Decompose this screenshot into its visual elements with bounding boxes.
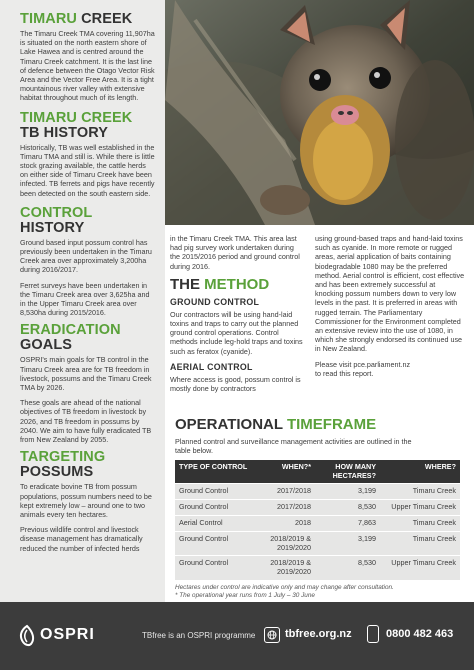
section-heading-the-method: THE METHOD [170, 275, 270, 293]
control-history-body-1: Ground based input possum control has previously been undertaken in the Timaru Creek area over approximately 3,200ha during 2016/2017. [20, 237, 152, 275]
cell-hectares: 7,863 [315, 516, 380, 532]
aerial-control-heading: AERIAL CONTROL [170, 361, 253, 372]
cell-where: Upper Timaru Creek [380, 500, 460, 516]
table-note-2: * The operational year runs from 1 July – 30 June [175, 592, 315, 600]
ground-control-heading: GROUND CONTROL [170, 296, 260, 307]
tb-history-body: Historically, TB was well established in the Timaru TMA and still is. While there is little stock grazing available, the cattle herds on either side of Timaru Creek have been infected. TB ferrets and pigs have recently been detected on the south eastern side. [20, 142, 155, 198]
cell-type: Ground Control [175, 531, 257, 556]
cell-type: Ground Control [175, 556, 257, 580]
possum-photo [165, 0, 474, 225]
cell-type: Aerial Control [175, 516, 257, 532]
cell-type: Ground Control [175, 484, 257, 500]
timeframe-table [175, 460, 460, 580]
operational-timeframe [175, 417, 460, 601]
footer-phone-number[interactable]: 0800 482 463 [386, 628, 454, 640]
table-row [175, 500, 460, 516]
cell-when: 2018/2019 & 2019/2020 [257, 556, 315, 580]
control-history-body-2: Ferret surveys have been undertaken in the Timaru Creek area over 3,625ha and in the Upper Timaru Creek area over 8,530ha during 2015/2016. [20, 280, 150, 318]
col-header-hectares: HOW MANY HECTARES? [315, 460, 380, 484]
eradication-goals-body-1: OSPRI's main goals for TB control in the Timaru Creek area are for TB freedom in livestock, possums and the Timaru Creek TMA by 2026. [20, 355, 152, 393]
col-header-where: WHERE? [380, 460, 460, 484]
cell-when: 2018/2019 & 2019/2020 [257, 531, 315, 556]
ground-control-body: Our contractors will be using hand-laid toxins and traps to carry out the planned ground control operations. Control methods include leg-hold traps and toxins such as feratox (cyanide). [170, 309, 303, 356]
table-header-row [175, 460, 460, 484]
cell-when: 2017/2018 [257, 484, 315, 500]
timeframe-intro: Planned control and surveillance management activities are outlined in the table below. [175, 437, 412, 456]
cell-type: Ground Control [175, 500, 257, 516]
cell-hectares: 8,530 [315, 556, 380, 580]
right-column [315, 234, 465, 384]
footer-tagline: TBfree is an OSPRI programme [142, 631, 256, 640]
col-header-type: TYPE OF CONTROL [175, 460, 257, 484]
cell-where: Upper Timaru Creek [380, 556, 460, 580]
cell-hectares: 3,199 [315, 484, 380, 500]
table-note-1: Hectares under control are indicative only and may change after consultation. [175, 583, 394, 591]
cell-hectares: 3,199 [315, 531, 380, 556]
table-row [175, 484, 460, 500]
section-heading-eradication-goals: ERADICATION GOALS [20, 322, 121, 354]
section-heading-targeting-possums: TARGETING POSSUMS [20, 449, 106, 481]
possum-illustration [165, 0, 474, 225]
cell-when: 2017/2018 [257, 500, 315, 516]
targeting-possums-body-2: Previous wildlife control and livestock disease management has dramatically reduced the number of infected herds [20, 525, 143, 553]
middle-column [170, 234, 305, 399]
section-heading-tb-history: TIMARU CREEK TB HISTORY [20, 109, 133, 141]
cell-where: Timaru Creek [380, 531, 460, 556]
table-row [175, 556, 460, 580]
ospri-logo-icon [17, 624, 37, 648]
ospri-logo-text: OSPRI [40, 626, 95, 643]
section-heading-operational-timeframe: OPERATIONAL TIMEFRAME [175, 416, 377, 433]
targeting-possums-continued: in the Timaru Creek TMA. This area last had pig survey work undertaken during the 2015/2016 period and ground control during 2016. [170, 234, 300, 271]
left-column [0, 0, 165, 602]
cell-when: 2018 [257, 516, 315, 532]
web-icon [264, 627, 280, 643]
eradication-goals-body-2: These goals are ahead of the national objectives of TB freedom in livestock by 2026, and TB freedom in possums by 2040. We aim to have fully eradicated TB from New Zealand by 2055. [20, 398, 152, 445]
section-heading-control-history: CONTROL HISTORY [20, 204, 93, 236]
footer-website-link[interactable]: tbfree.org.nz [285, 628, 352, 640]
cell-where: Timaru Creek [380, 484, 460, 500]
targeting-possums-body-1: To eradicate bovine TB from possum populations, possum numbers need to be kept extremely low – around one to two animals every ten hectares. [20, 482, 152, 519]
pce-link[interactable]: Please visit pce.parliament.nz to read this report. [315, 359, 411, 378]
phone-icon [367, 625, 379, 643]
cell-hectares: 8,530 [315, 500, 380, 516]
section-heading-timaru-creek: TIMARU CREEK [20, 11, 133, 27]
footer-bar [0, 602, 474, 670]
timaru-creek-body: The Timaru Creek TMA covering 11,907ha is situated on the north eastern shore of Lake Hawea and is centred around the Timaru Creek catchment. It is the last line of defence between the Otago Vector Risk Area and the Vector Free Area. It is a tight mountainous river valley with extensive habitat throughout much of its length. [20, 29, 155, 103]
aerial-control-continued: using ground-based traps and hand-laid toxins such as cyanide. In more remote or rugged areas, aerial application of baits containing biodegradable 1080 may be the preferred method. Aerial control is efficient, cost effective and has been extremely successful at knocking possum numbers down to very low levels in the past. It is preferred in areas with rugged terrain. The Parliamentary Commissioner for the Environment completed an extensive review into the use of 1080, in which she strongly endorsed its continued use in New Zealand. [315, 234, 465, 354]
table-row [175, 516, 460, 532]
globe-icon [265, 628, 279, 642]
table-row [175, 531, 460, 556]
cell-where: Timaru Creek [380, 516, 460, 532]
col-header-when: WHEN?* [257, 460, 315, 484]
aerial-control-body: Where access is good, possum control is mostly done by contractors [170, 374, 301, 394]
